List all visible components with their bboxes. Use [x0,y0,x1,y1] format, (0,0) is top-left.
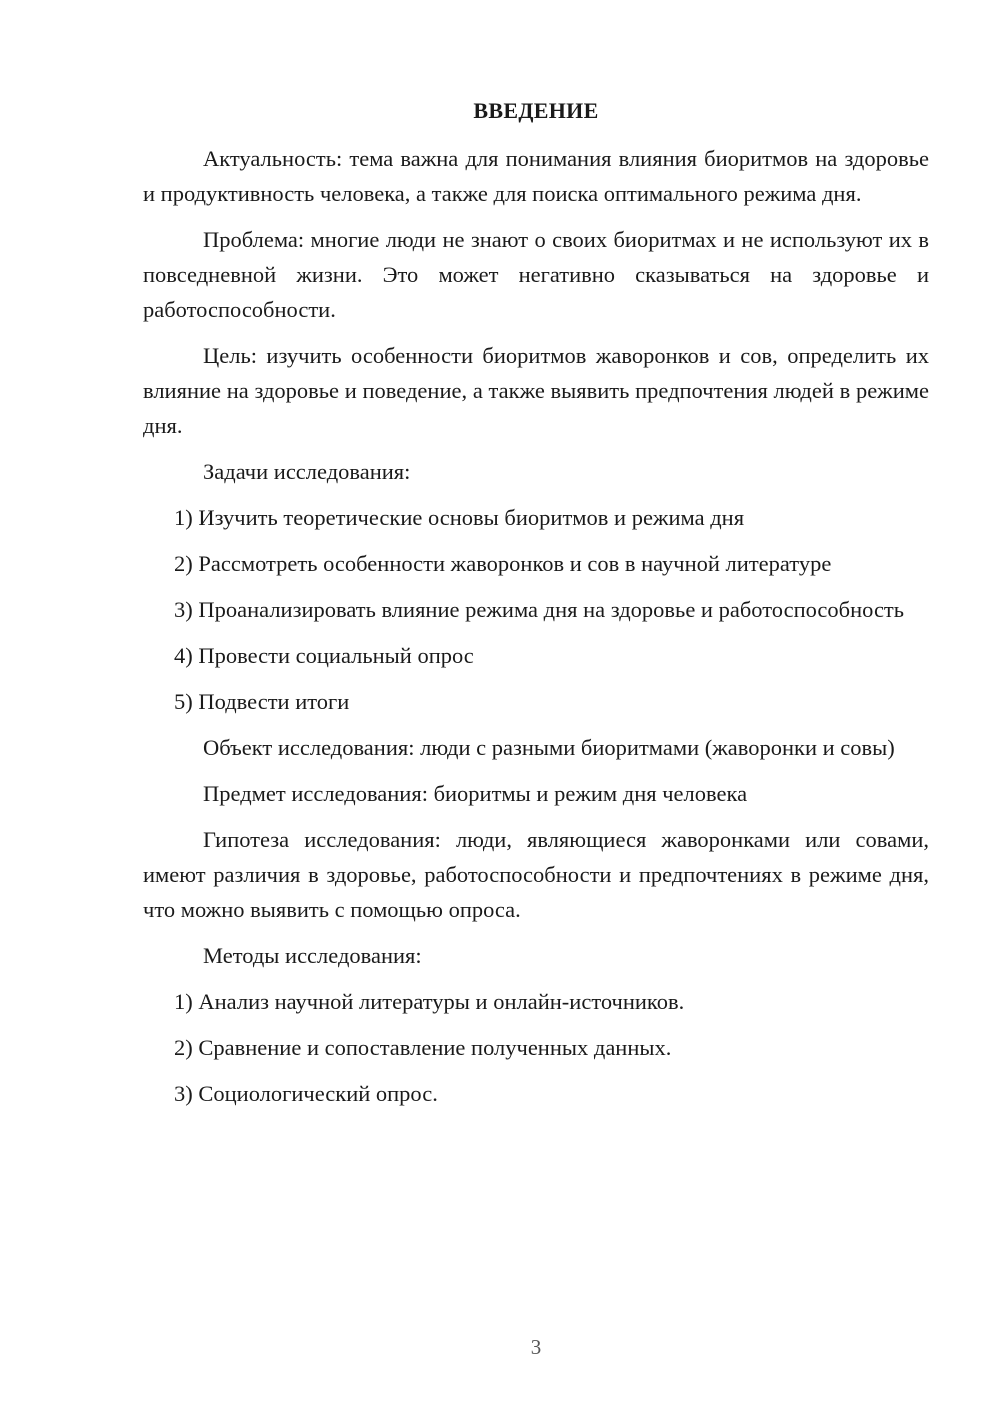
task-item: 2) Рассмотреть особенности жаворонков и сов в научной литературе [174,551,832,576]
method-item: 2) Сравнение и сопоставление полученных данных. [174,1035,672,1060]
hypothesis-paragraph: Гипотеза исследования: люди, являющиеся жаворонками или совами, имеют различия в здоровье, работоспособности и предпочтениях в режиме дня, что можно выявить с помощью опроса. [143,827,929,922]
method-item: 3) Социологический опрос. [174,1081,438,1106]
problem-paragraph: Проблема: многие люди не знают о своих биоритмах и не используют их в повседневной жизни. Это может негативно сказываться на здоровье и работоспособности. [143,227,929,322]
subject-paragraph: Предмет исследования: биоритмы и режим дня человека [203,781,748,806]
page-number: 3 [530,1335,542,1359]
object-paragraph: Объект исследования: люди с разными биоритмами (жаворонки и совы) [203,735,895,760]
task-item: 4) Провести социальный опрос [174,643,474,668]
body-text [143,141,929,1122]
section-heading: ВВЕДЕНИЕ [473,98,599,123]
goal-paragraph: Цель: изучить особенности биоритмов жаворонков и сов, определить их влияние на здоровье и поведение, а также выявить предпочтения людей в режиме дня. [143,343,929,438]
task-item: 5) Подвести итоги [174,689,350,714]
task-item: 3) Проанализировать влияние режима дня на здоровье и работоспособность [174,597,905,622]
relevance-paragraph: Актуальность: тема важна для понимания влияния биоритмов на здоровье и продуктивность человека, а также для поиска оптимального режима дня. [143,146,929,206]
methods-heading: Методы исследования: [203,943,422,968]
task-item: 1) Изучить теоретические основы биоритмов и режима дня [174,505,745,530]
tasks-heading: Задачи исследования: [203,459,411,484]
method-item: 1) Анализ научной литературы и онлайн-источников. [174,989,685,1014]
